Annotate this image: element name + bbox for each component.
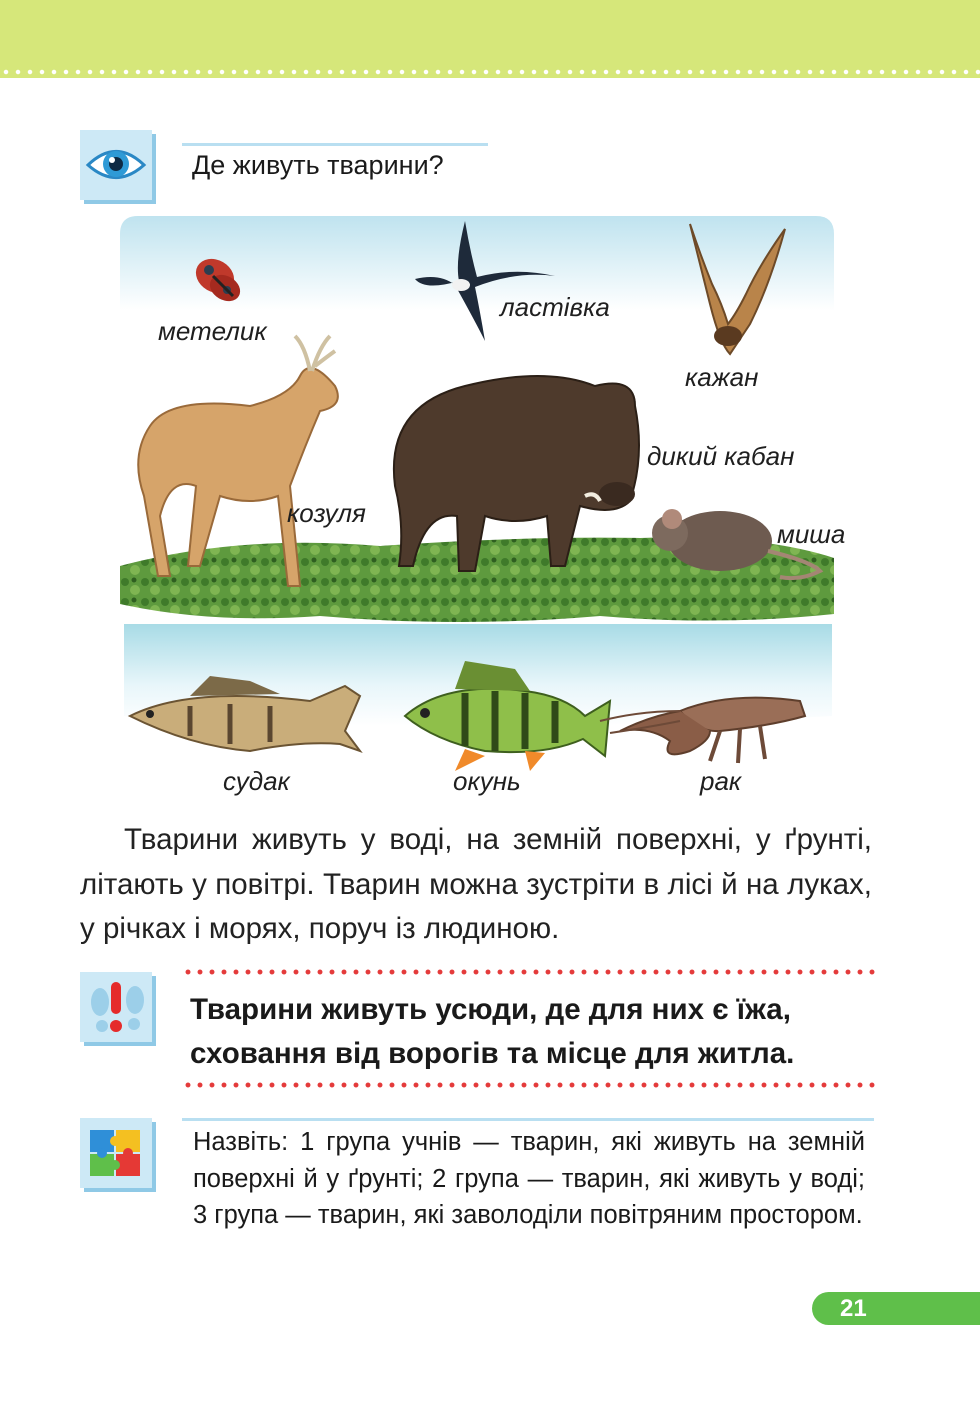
body-paragraph	[80, 818, 872, 952]
rule-icon-box	[80, 972, 152, 1042]
rule-dotted-bottom	[182, 1082, 876, 1088]
page-number-tab	[812, 1292, 980, 1325]
task-text: Назвіть: 1 група учнів — тварин, які живуть на земній поверхні й у ґрунті; 2 група — тварин, які живуть у воді; 3 група — тварин, які заволоділи повітряним простором.	[193, 1128, 865, 1229]
caption-wild-boar: дикий кабан	[647, 441, 795, 471]
section-heading: Де живуть тварини?	[192, 150, 444, 180]
caption-swallow: ластівка	[500, 292, 610, 322]
rule-text	[190, 988, 870, 1076]
habitat-illustration	[120, 216, 846, 806]
caption-perch: окунь	[453, 766, 521, 796]
task-top-line	[182, 1118, 874, 1121]
header-dotted-border	[0, 69, 980, 75]
habitat-scene	[120, 216, 834, 806]
rule-line-2: сховання від ворогів та місце для житла.	[190, 1037, 795, 1070]
eye-icon	[80, 130, 152, 200]
rule-line-1: Тварини живуть усюди, де для них є їжа,	[190, 993, 791, 1026]
caption-roe-deer: козуля	[287, 498, 366, 528]
caption-crayfish: рак	[700, 766, 742, 796]
heading-underline	[182, 143, 488, 146]
header-band	[0, 0, 980, 78]
task-icon-box	[80, 1118, 152, 1188]
caption-bat: кажан	[685, 362, 759, 392]
caption-zander: судак	[223, 766, 290, 796]
caption-butterfly: метелик	[158, 316, 267, 346]
observe-icon-box	[80, 130, 152, 200]
rule-dotted-top	[182, 969, 876, 975]
exclamation-footprints-icon	[80, 972, 152, 1042]
puzzle-icon	[80, 1118, 152, 1188]
body-paragraph-text: Тварини живуть у воді, на земній поверхні, у ґрунті, літають у повітрі. Тварин можна зустріти в лісі й на луках, у річках і морях, поруч із людиною.	[80, 823, 872, 945]
page-number: 21	[840, 1295, 867, 1322]
caption-mouse: миша	[777, 519, 846, 549]
